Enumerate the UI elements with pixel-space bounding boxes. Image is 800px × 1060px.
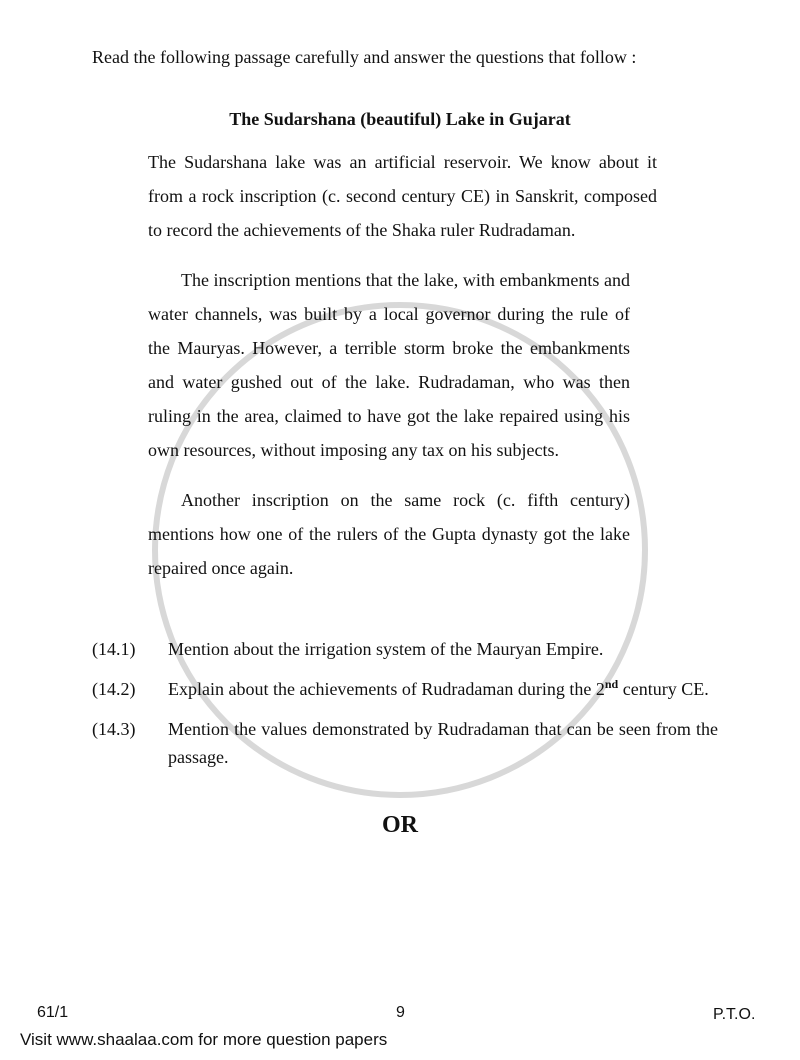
- question-text: Mention the values demonstrated by Rudradaman that can be seen from the passage.: [168, 719, 718, 767]
- pto-label: P.T.O.: [713, 1006, 756, 1023]
- or-separator: OR: [382, 812, 418, 838]
- page-content: [0, 45, 800, 839]
- question-number: (14.2): [92, 679, 136, 699]
- question-14-2: [92, 675, 718, 703]
- question-text: [168, 675, 718, 703]
- question-text-part: Explain about the achievements of Rudradaman during the 2: [168, 679, 605, 699]
- question-number: (14.1): [92, 639, 136, 659]
- visit-link[interactable]: Visit www.shaalaa.com for more question papers: [20, 1030, 388, 1049]
- question-14-1: [92, 635, 718, 663]
- page-number: 9: [396, 1004, 405, 1021]
- superscript: nd: [604, 677, 619, 691]
- passage-title: The Sudarshana (beautiful) Lake in Gujarat: [229, 109, 571, 129]
- instruction: Read the following passage carefully and answer the questions that follow :: [92, 47, 637, 67]
- question-number: (14.3): [92, 719, 136, 739]
- passage-paragraph-1: The Sudarshana lake was an artificial reservoir. We know about it from a rock inscription (c. second century CE) in Sanskrit, composed to record the achievements of the Shaka ruler Rudradaman.: [148, 152, 657, 240]
- passage-paragraph-3: Another inscription on the same rock (c. fifth century) mentions how one of the rulers of the Gupta dynasty got the lake repaired once again.: [148, 490, 630, 578]
- paper-code: 61/1: [37, 1004, 69, 1021]
- question-14-3: [92, 715, 718, 771]
- question-text-part: century CE.: [618, 679, 709, 699]
- question-text: Mention about the irrigation system of the Mauryan Empire.: [168, 639, 604, 659]
- passage-paragraph-2: The inscription mentions that the lake, with embankments and water channels, was built by a local governor during the rule of the Mauryas. However, a terrible storm broke the embankments and water gushed out of the lake. Rudradaman, who was then ruling in the area, claimed to have got the lake repaired using his own resources, without imposing any tax on his subjects.: [148, 270, 630, 460]
